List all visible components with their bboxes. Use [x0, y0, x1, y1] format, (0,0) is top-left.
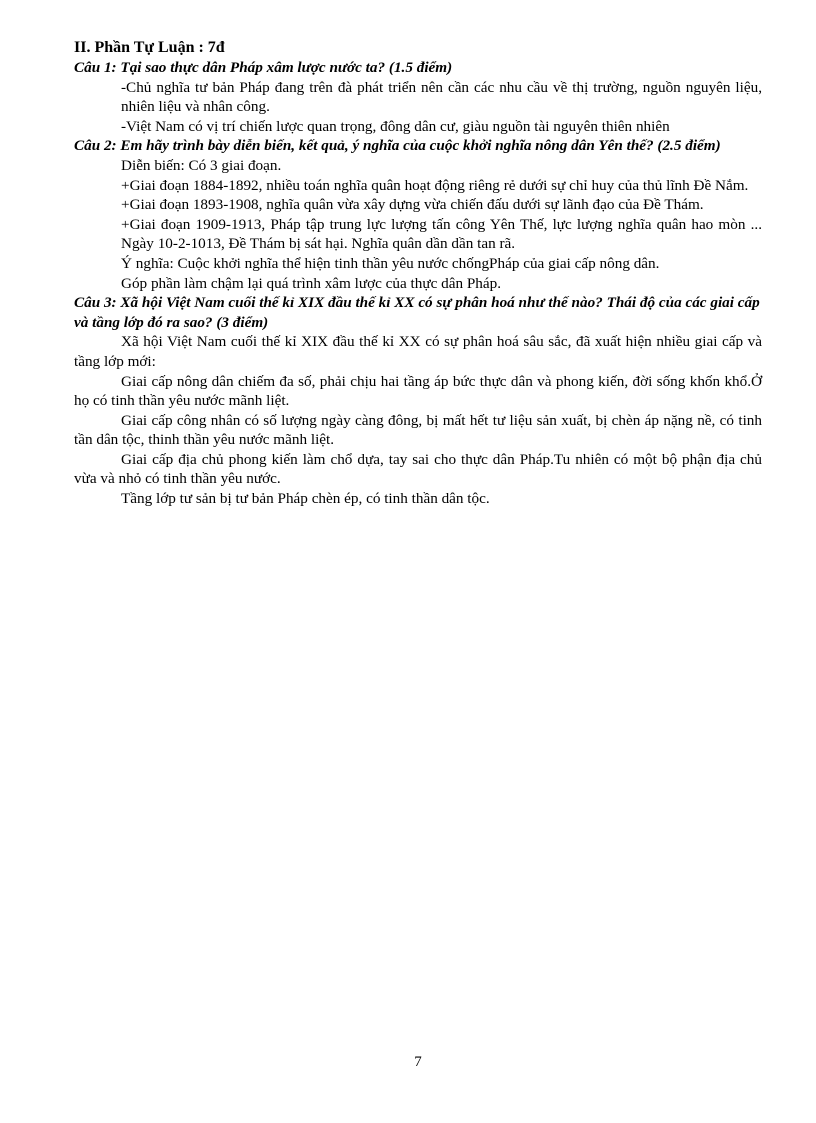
question-3-answer-4: Giai cấp địa chủ phong kiến làm chổ dựa, tay sai cho thực dân Pháp.Tu nhiên có một bộ phận địa chủ vừa và nhỏ có tinh thần yêu nước.	[74, 450, 762, 488]
question-2-answer-1: Diễn biến: Có 3 giai đoạn.	[121, 156, 282, 174]
question-3-answer-3: Giai cấp công nhân có số lượng ngày càng đông, bị mất hết tư liệu sản xuất, bị chèn áp nặng nề, có tinh tần dân tộc, thinh thần yêu nước mãnh liệt.	[74, 411, 762, 449]
question-2-answer-5: Ý nghĩa: Cuộc khởi nghĩa thể hiện tinh thần yêu nước chốngPháp của giai cấp nông dân.	[121, 254, 660, 272]
question-3-answer-5: Tầng lớp tư sản bị tư bản Pháp chèn ép, có tinh thần dân tộc.	[121, 490, 490, 508]
question-2-answer-6: Góp phần làm chậm lại quá trình xâm lược của thực dân Pháp.	[121, 274, 502, 292]
question-3-title: Câu 3: Xã hội Việt Nam cuối thế kỉ XIX đầu thế kỉ XX có sự phân hoá như thế nào? Thái độ của các giai cấp và tầng lớp đó ra sao? (3 điểm)	[74, 294, 760, 331]
question-2-answer-4: +Giai đoạn 1909-1913, Pháp tập trung lực lượng tấn công Yên Thế, lực lượng nghĩa quân hao mòn ... Ngày 10-2-1013, Đề Thám bị sát hại. Nghĩa quân dần dần tan rã.	[121, 215, 762, 253]
question-1-answer-1: -Chủ nghĩa tư bản Pháp đang trên đà phát triển nên cần các nhu cầu về thị trường, nguồn nguyên liệu, nhiên liệu và nhân công.	[121, 78, 762, 116]
question-1-answer-2: -Việt Nam có vị trí chiến lược quan trọng, đông dân cư, giàu nguồn tài nguyên thiên nhiên	[121, 117, 670, 135]
question-2-title: Câu 2: Em hãy trình bày diễn biến, kết quả, ý nghĩa của cuộc khởi nghĩa nông dân Yên thế? (2.5 điểm)	[74, 137, 721, 155]
question-3-answer-1: Xã hội Việt Nam cuối thế kỉ XIX đầu thế kỉ XX có sự phân hoá sâu sắc, đã xuất hiện nhiều giai cấp và tầng lớp mới:	[74, 333, 762, 370]
page-number: 7	[414, 1054, 422, 1070]
document-body	[74, 38, 762, 509]
question-2-answer-3: +Giai đoạn 1893-1908, nghĩa quân vừa xây dựng vừa chiến đấu dưới sự lãnh đạo của Đề Thám.	[121, 196, 704, 214]
section-title: II. Phần Tự Luận : 7đ	[74, 39, 225, 56]
question-2-answer-2: +Giai đoạn 1884-1892, nhiều toán nghĩa quân hoạt động riêng rẻ dưới sự chỉ huy của thủ lĩnh Đề Nắm.	[121, 176, 749, 194]
question-1-title: Câu 1: Tại sao thực dân Pháp xâm lược nước ta? (1.5 điểm)	[74, 59, 453, 76]
question-3-answer-2: Giai cấp nông dân chiếm đa số, phải chịu hai tầng áp bức thực dân và phong kiến, đời sống khốn khổ.Ở họ có tinh thần yêu nước mãnh liệt.	[74, 372, 762, 410]
